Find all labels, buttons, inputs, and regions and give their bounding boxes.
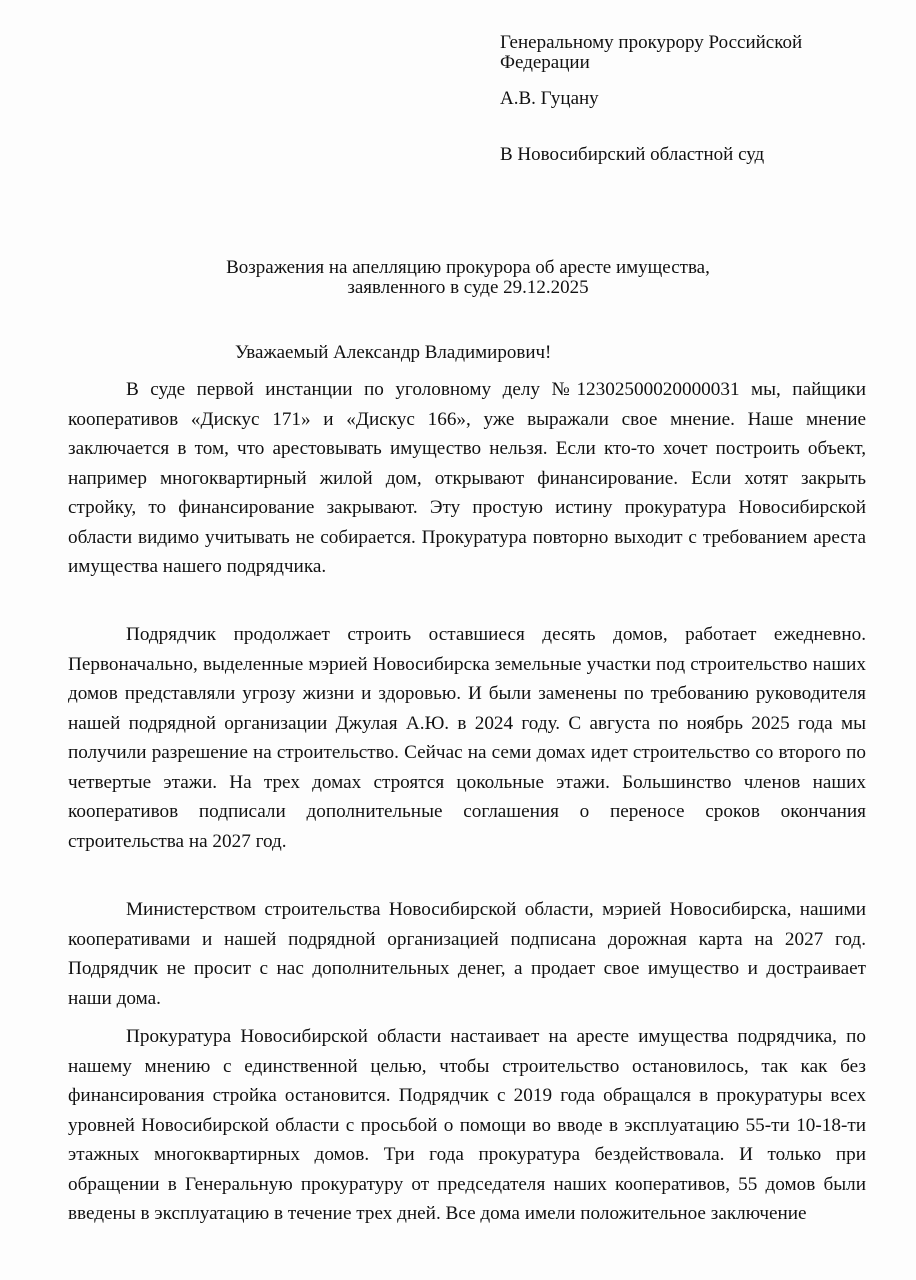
document-title-line1: Возражения на апелляцию прокурора об аресте имущества,	[226, 257, 710, 278]
greeting: Уважаемый Александр Владимирович!	[235, 342, 552, 363]
paragraph-4: Прокуратура Новосибирской области настаивает на аресте имущества подрядчика, по нашему мнению с единственной целью, чтобы строительство остановилось, так как без финансирования стройка остановится. Подрядчик с 2019 года обращался в прокуратуры всех уровней Новосибирской области с просьбой о помощи во вводе в эксплуатацию 55-ти 10-18-ти этажных многоквартирных домов. Три года прокуратура бездействовала. И только при обращении в Генеральную прокуратуру от председателя наших кооперативов, 55 домов были введены в эксплуатацию в течение трех дней. Все дома имели положительное заключение	[68, 1026, 866, 1224]
paragraph-1: В суде первой инстанции по уголовному делу №12302500020000031 мы, пайщики кооперативов «Дискус 171» и «Дискус 166», уже выражали свое мнение. Наше мнение заключается в том, что арестовывать имущество нельзя. Если кто-то хочет построить объект, например многоквартирный жилой дом, открывают финансирование. Если хотят закрыть стройку, то финансирование закрывают. Эту простую истину прокуратура Новосибирской области видимо учитывать не собирается. Прокуратура повторно выходит с требованием ареста имущества нашего подрядчика.	[68, 379, 866, 577]
paragraph-2: Подрядчик продолжает строить оставшиеся десять домов, работает ежедневно. Первоначально, выделенные мэрией Новосибирска земельные участки под строительство наших домов представляли угрозу жизни и здоровью. И были заменены по требованию руководителя нашей подрядной организации Джулая А.Ю. в 2024 году. С августа по ноябрь 2025 года мы получили разрешение на строительство. Сейчас на семи домах идет строительство со второго по четвертые этажи. На трех домах строятся цокольные этажи. Большинство членов наших кооперативов подписали дополнительные соглашения о переносе сроков окончания строительства на 2027 год.	[68, 624, 866, 852]
document-title-line2: заявленного в суде 29.12.2025	[347, 277, 589, 298]
paragraph-3: Министерством строительства Новосибирской области, мэрией Новосибирска, нашими кооперативами и нашей подрядной организацией подписана дорожная карта на 2027 год. Подрядчик не просит с нас дополнительных денег, а продает свое имущество и достраивает наши дома.	[68, 899, 866, 1009]
addressee-name: А.В. Гуцану	[500, 88, 599, 109]
addressee-prosecutor: Генеральному прокурору Российской Федерации	[500, 32, 803, 73]
document-title	[100, 258, 836, 298]
addressee-court: В Новосибирский областной суд	[500, 144, 765, 165]
